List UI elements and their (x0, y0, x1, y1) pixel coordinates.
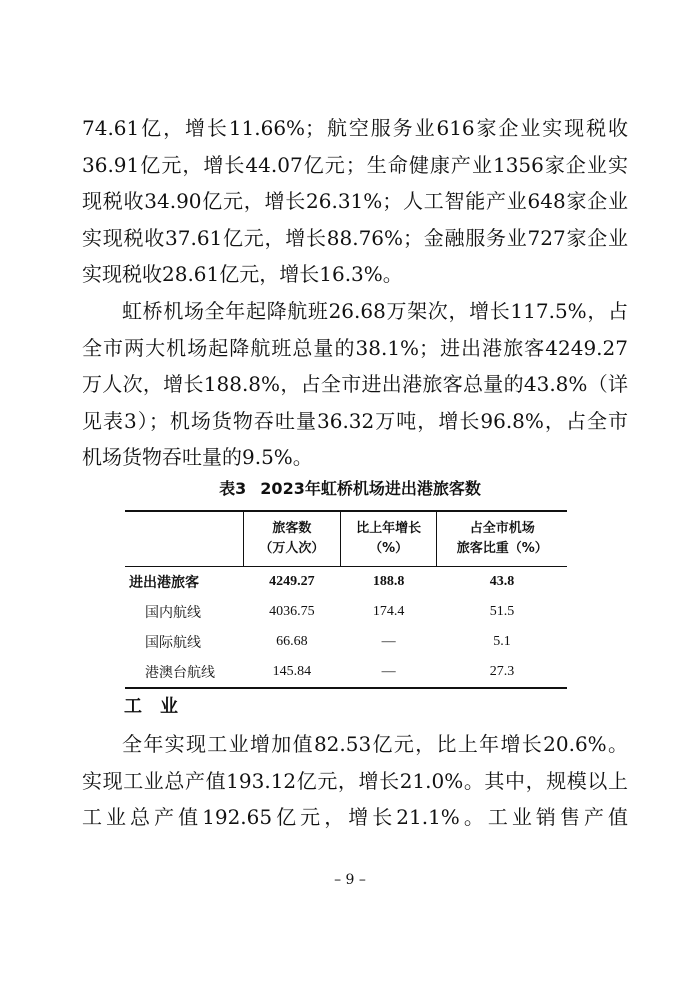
text-line: 74.61亿，增长11.66%；航空服务业616家企业实现税收 (82, 116, 628, 140)
row-label: 港澳台航线 (125, 657, 244, 688)
text-line: 工业总产值192.65亿元，增长21.1%。工业销售产值 (82, 805, 628, 829)
table-caption-title: 2023年虹桥机场进出港旅客数 (260, 479, 481, 498)
table-caption-label: 表3 (219, 479, 247, 498)
paragraph-hongqiao-airport (82, 293, 628, 476)
paragraph-industry (82, 726, 628, 836)
header-blank-cell (125, 511, 244, 567)
table-row (125, 627, 567, 657)
share-cell: 5.1 (493, 634, 511, 649)
text-line: 虹桥机场全年起降航班26.68万架次，增长117.5%，占 (122, 299, 628, 323)
text-line: 实现税收28.61亿元，增长16.3%。 (82, 262, 403, 286)
growth-cell: 174.4 (372, 604, 405, 619)
header-passengers: 旅客数 （万人次） (244, 511, 341, 567)
share-cell: 43.8 (489, 574, 515, 589)
row-label: 国内航线 (145, 605, 201, 621)
text-line: 万人次，增长188.8%，占全市进出港旅客总量的43.8%（详 (82, 372, 628, 396)
text-line: 全年实现工业增加值82.53亿元，比上年增长20.6%。 (122, 732, 628, 756)
text-line: 机场货物吞吐量的9.5%。 (82, 445, 313, 469)
table-header-row (125, 511, 567, 567)
growth-cell: 188.8 (372, 574, 405, 589)
text-line: 36.91亿元，增长44.07亿元；生命健康产业1356家企业实 (82, 152, 628, 177)
text-line: 现税收34.90亿元，增长26.31%；人工智能产业648家企业 (82, 189, 628, 213)
share-cell: 27.3 (437, 657, 567, 688)
row-label: 进出港旅客 (129, 575, 199, 591)
passengers-cell: 4036.75 (269, 604, 315, 619)
growth-cell: — (381, 634, 396, 649)
table-row (125, 597, 567, 627)
text-line: 实现税收37.61亿元，增长88.76%；金融服务业727家企业 (82, 225, 628, 250)
table-row (125, 567, 567, 598)
header-share: 占全市机场 旅客比重（%） (437, 511, 567, 567)
header-growth: 比上年增长 （%） (340, 511, 437, 567)
paragraph-services-tax (82, 110, 628, 293)
text-line: 实现工业总产值193.12亿元，增长21.0%。其中，规模以上 (82, 768, 628, 793)
row-label: 国际航线 (145, 635, 201, 651)
text-line: 见表3）；机场货物吞吐量36.32万吨，增长96.8%，占全市 (82, 408, 628, 433)
section-heading-industry: 工业 (124, 696, 196, 717)
table-caption (0, 476, 700, 499)
passenger-table (125, 510, 567, 689)
passengers-cell: 66.68 (276, 634, 308, 649)
passengers-cell: 4249.27 (269, 574, 315, 589)
page-number: – 9 – (334, 872, 366, 888)
share-cell: 51.5 (489, 604, 515, 619)
text-line: 全市两大机场起降航班总量的38.1%；进出港旅客4249.27 (82, 335, 628, 360)
growth-cell: — (340, 657, 437, 688)
table-row (125, 657, 567, 688)
passengers-cell: 145.84 (244, 657, 341, 688)
